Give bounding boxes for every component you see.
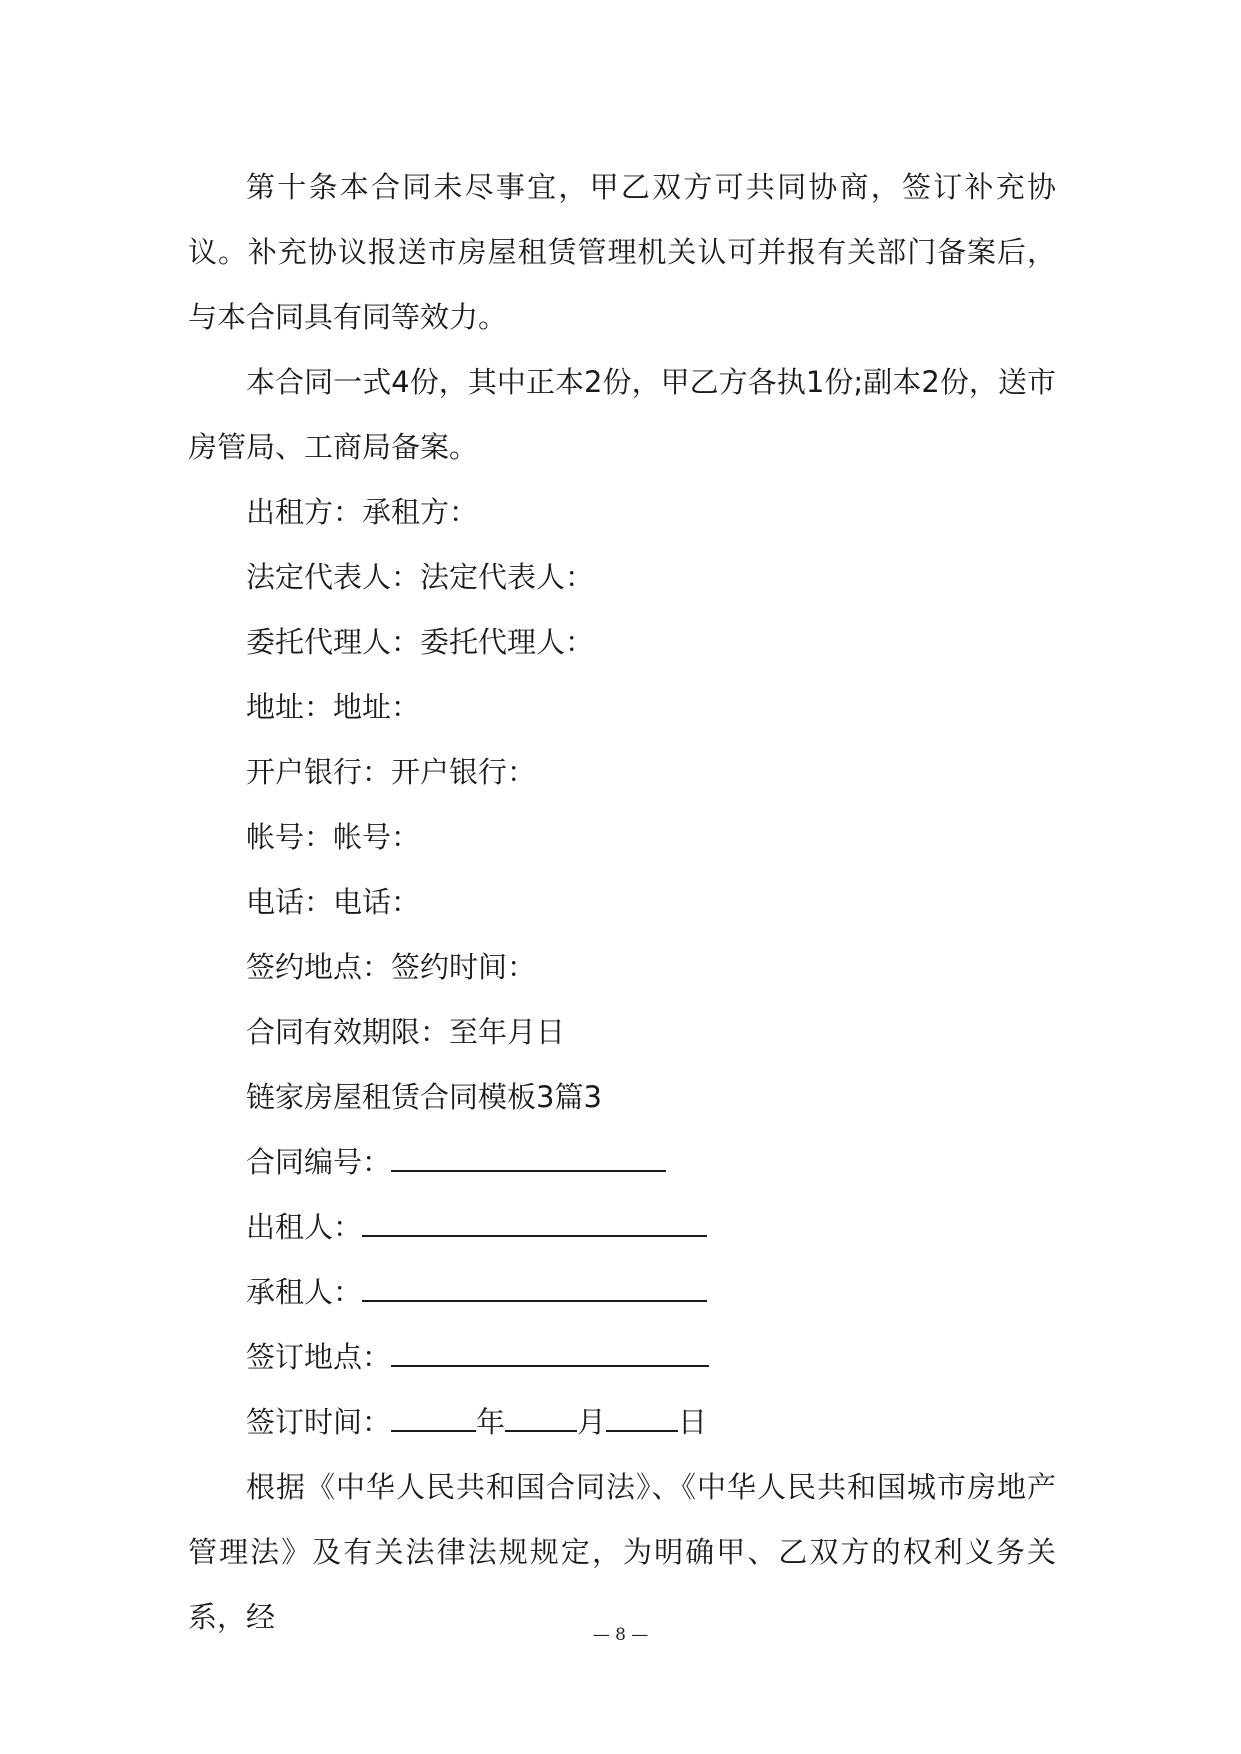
signature-line-validity: 合同有效期限：至年月日 (246, 1015, 566, 1049)
contract-no-blank (391, 1142, 666, 1172)
page-content (188, 155, 1056, 1650)
signature-line-phone: 电话：电话： (246, 885, 421, 919)
signature-line-agent: 委托代理人：委托代理人： (246, 625, 595, 659)
form-line-lessor (188, 1195, 1056, 1260)
form-line-sign-time (188, 1390, 1056, 1455)
form-line-sign-place (188, 1325, 1056, 1390)
signature-line-bank: 开户银行：开户银行： (246, 755, 537, 789)
lessor-blank (362, 1207, 707, 1237)
paragraph-copies: 本合同一式4份，其中正本2份，甲乙方各执1份;副本2份，送市房管局、工商局备案。 (188, 365, 1056, 464)
day-label: 日 (678, 1405, 708, 1439)
sign-time-label: 签订时间： (246, 1405, 392, 1439)
lessor-label: 出租人： (246, 1210, 363, 1244)
day-blank (606, 1402, 678, 1432)
year-blank (391, 1402, 476, 1432)
lessee-blank (362, 1272, 707, 1302)
month-label: 月 (577, 1405, 607, 1439)
section-title: 链家房屋租赁合同模板3篇3 (246, 1080, 602, 1114)
signature-line-sign-place-time: 签约地点：签约时间： (246, 950, 537, 984)
month-blank (505, 1402, 577, 1432)
paragraph-supplementary-agreement: 第十条本合同未尽事宜，甲乙双方可共同协商，签订补充协议。补充协议报送市房屋租赁管理机关认可并报有关部门备案后，与本合同具有同等效力。 (188, 170, 1056, 334)
sign-place-label: 签订地点： (246, 1340, 392, 1374)
signature-line-address: 地址：地址： (246, 690, 421, 724)
lessee-label: 承租人： (246, 1275, 363, 1309)
form-line-contract-no (188, 1130, 1056, 1195)
paragraph-legal-basis: 根据《中华人民共和国合同法》、《中华人民共和国城市房地产管理法》及有关法律法规规定，为明确甲、乙双方的权利义务关系，经 (188, 1470, 1056, 1634)
form-line-lessee (188, 1260, 1056, 1325)
contract-no-label: 合同编号： (246, 1145, 392, 1179)
page-number: — 8 — (592, 1625, 649, 1645)
year-label: 年 (476, 1405, 506, 1439)
signature-line-parties: 出租方：承租方： (246, 495, 479, 529)
sign-place-blank (391, 1337, 709, 1367)
signature-line-legal-representative: 法定代表人：法定代表人： (246, 560, 595, 594)
signature-line-account: 帐号：帐号： (246, 820, 421, 854)
